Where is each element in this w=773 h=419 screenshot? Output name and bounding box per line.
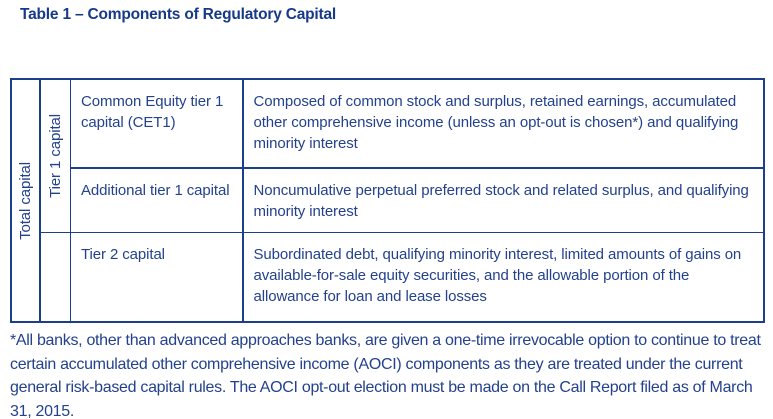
description-cell-additional-tier1: Noncumulative perpetual preferred stock and related surplus, and qualifying minority interest [244,169,764,232]
component-cell-tier2: Tier 2 capital [71,233,242,321]
component-cell-additional-tier1: Additional tier 1 capital [71,169,242,232]
regulatory-capital-table [10,78,765,323]
total-capital-label: Total capital [17,161,34,240]
tier1-capital-header-cell [41,80,70,232]
description-cell-tier2: Subordinated debt, qualifying minority interest, limited amounts of gains on available-for-sale equity securities, and the allowable portion of the allowance for loan and lease losses [244,233,764,321]
tier1-capital-label: Tier 1 capital [46,113,64,198]
tier2-empty-cell [41,233,70,321]
description-cell-cet1: Composed of common stock and surplus, retained earnings, accumulated other comprehensive income (unless an opt-out is chosen*) and qualifying minority interest [244,80,764,167]
component-cell-cet1: Common Equity tier 1 capital (CET1) [71,80,242,167]
footnote-text: *All banks, other than advanced approaches banks, are given a one-time irrevocable option to continue to treat certain accumulated other comprehensive income (AOCI) components as they are treated under the current general risk-based capital rules. The AOCI opt-out election must be made on the Call Report filed as of March 31, 2015. [10,332,761,419]
table-title: Table 1 – Components of Regulatory Capital [20,6,336,23]
total-capital-header-cell [12,80,39,321]
